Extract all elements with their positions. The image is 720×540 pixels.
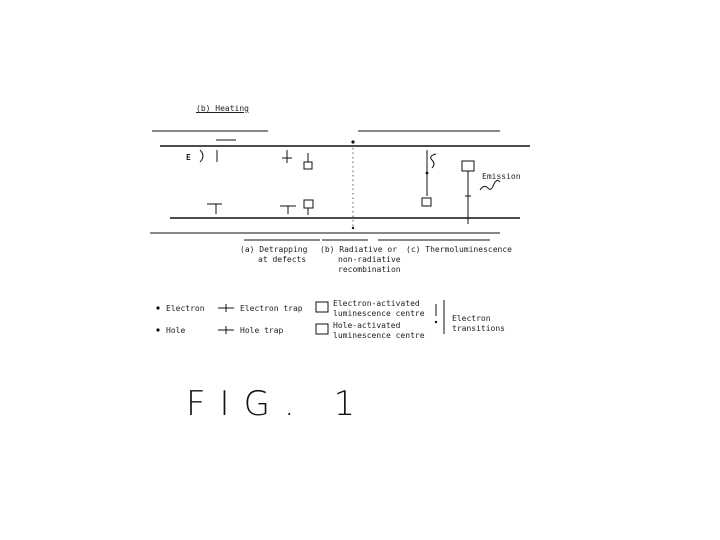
section-b-line2: non-radiative [338, 255, 401, 264]
legend-hole-icon [156, 328, 159, 331]
section-a-line1: (a) Detrapping [240, 245, 308, 254]
wavy-emission-small [431, 154, 436, 168]
section-b-line1: (b) Radiative or [320, 245, 398, 254]
hole-dot-b [352, 227, 354, 229]
legend-hole-trap-label: Hole trap [240, 326, 284, 335]
electron-centre-box-a [304, 162, 312, 169]
legend-transitions-line1: Electron [452, 314, 491, 323]
legend-electron-icon [156, 306, 159, 309]
energy-axis-label: E [186, 153, 191, 162]
legend-hole-centre-icon [316, 324, 328, 334]
legend-electron-label: Electron [166, 304, 205, 313]
legend-transition-dot [435, 321, 437, 323]
electron-centre-box-c [462, 161, 474, 171]
section-b-line3: recombination [338, 265, 401, 274]
emission-label: Emission [482, 172, 521, 181]
legend-electron-centre-line1: Electron-activated [333, 299, 420, 308]
electron-dot-c1 [426, 172, 429, 175]
diagram-title: (b) Heating [196, 104, 249, 113]
legend-electron-trap-label: Electron trap [240, 304, 303, 313]
section-a-line2: at defects [258, 255, 307, 264]
energy-arrow-1 [200, 150, 203, 162]
legend-hole-centre-line2: luminescence centre [333, 331, 425, 340]
legend-hole-label: Hole [166, 326, 186, 335]
legend-electron-centre-line2: luminescence centre [333, 309, 425, 318]
figure-label: FIG. 1 [186, 384, 370, 424]
emission-wave-icon [480, 180, 500, 190]
legend-hole-centre-line1: Hole-activated [333, 321, 401, 330]
electron-dot-b [351, 140, 354, 143]
hole-centre-box-c [422, 198, 431, 206]
legend-electron-centre-icon [316, 302, 328, 312]
legend-transitions-line2: transitions [452, 324, 505, 333]
section-c-line1: (c) Thermoluminescence [406, 245, 512, 254]
hole-centre-box-a [304, 200, 313, 208]
